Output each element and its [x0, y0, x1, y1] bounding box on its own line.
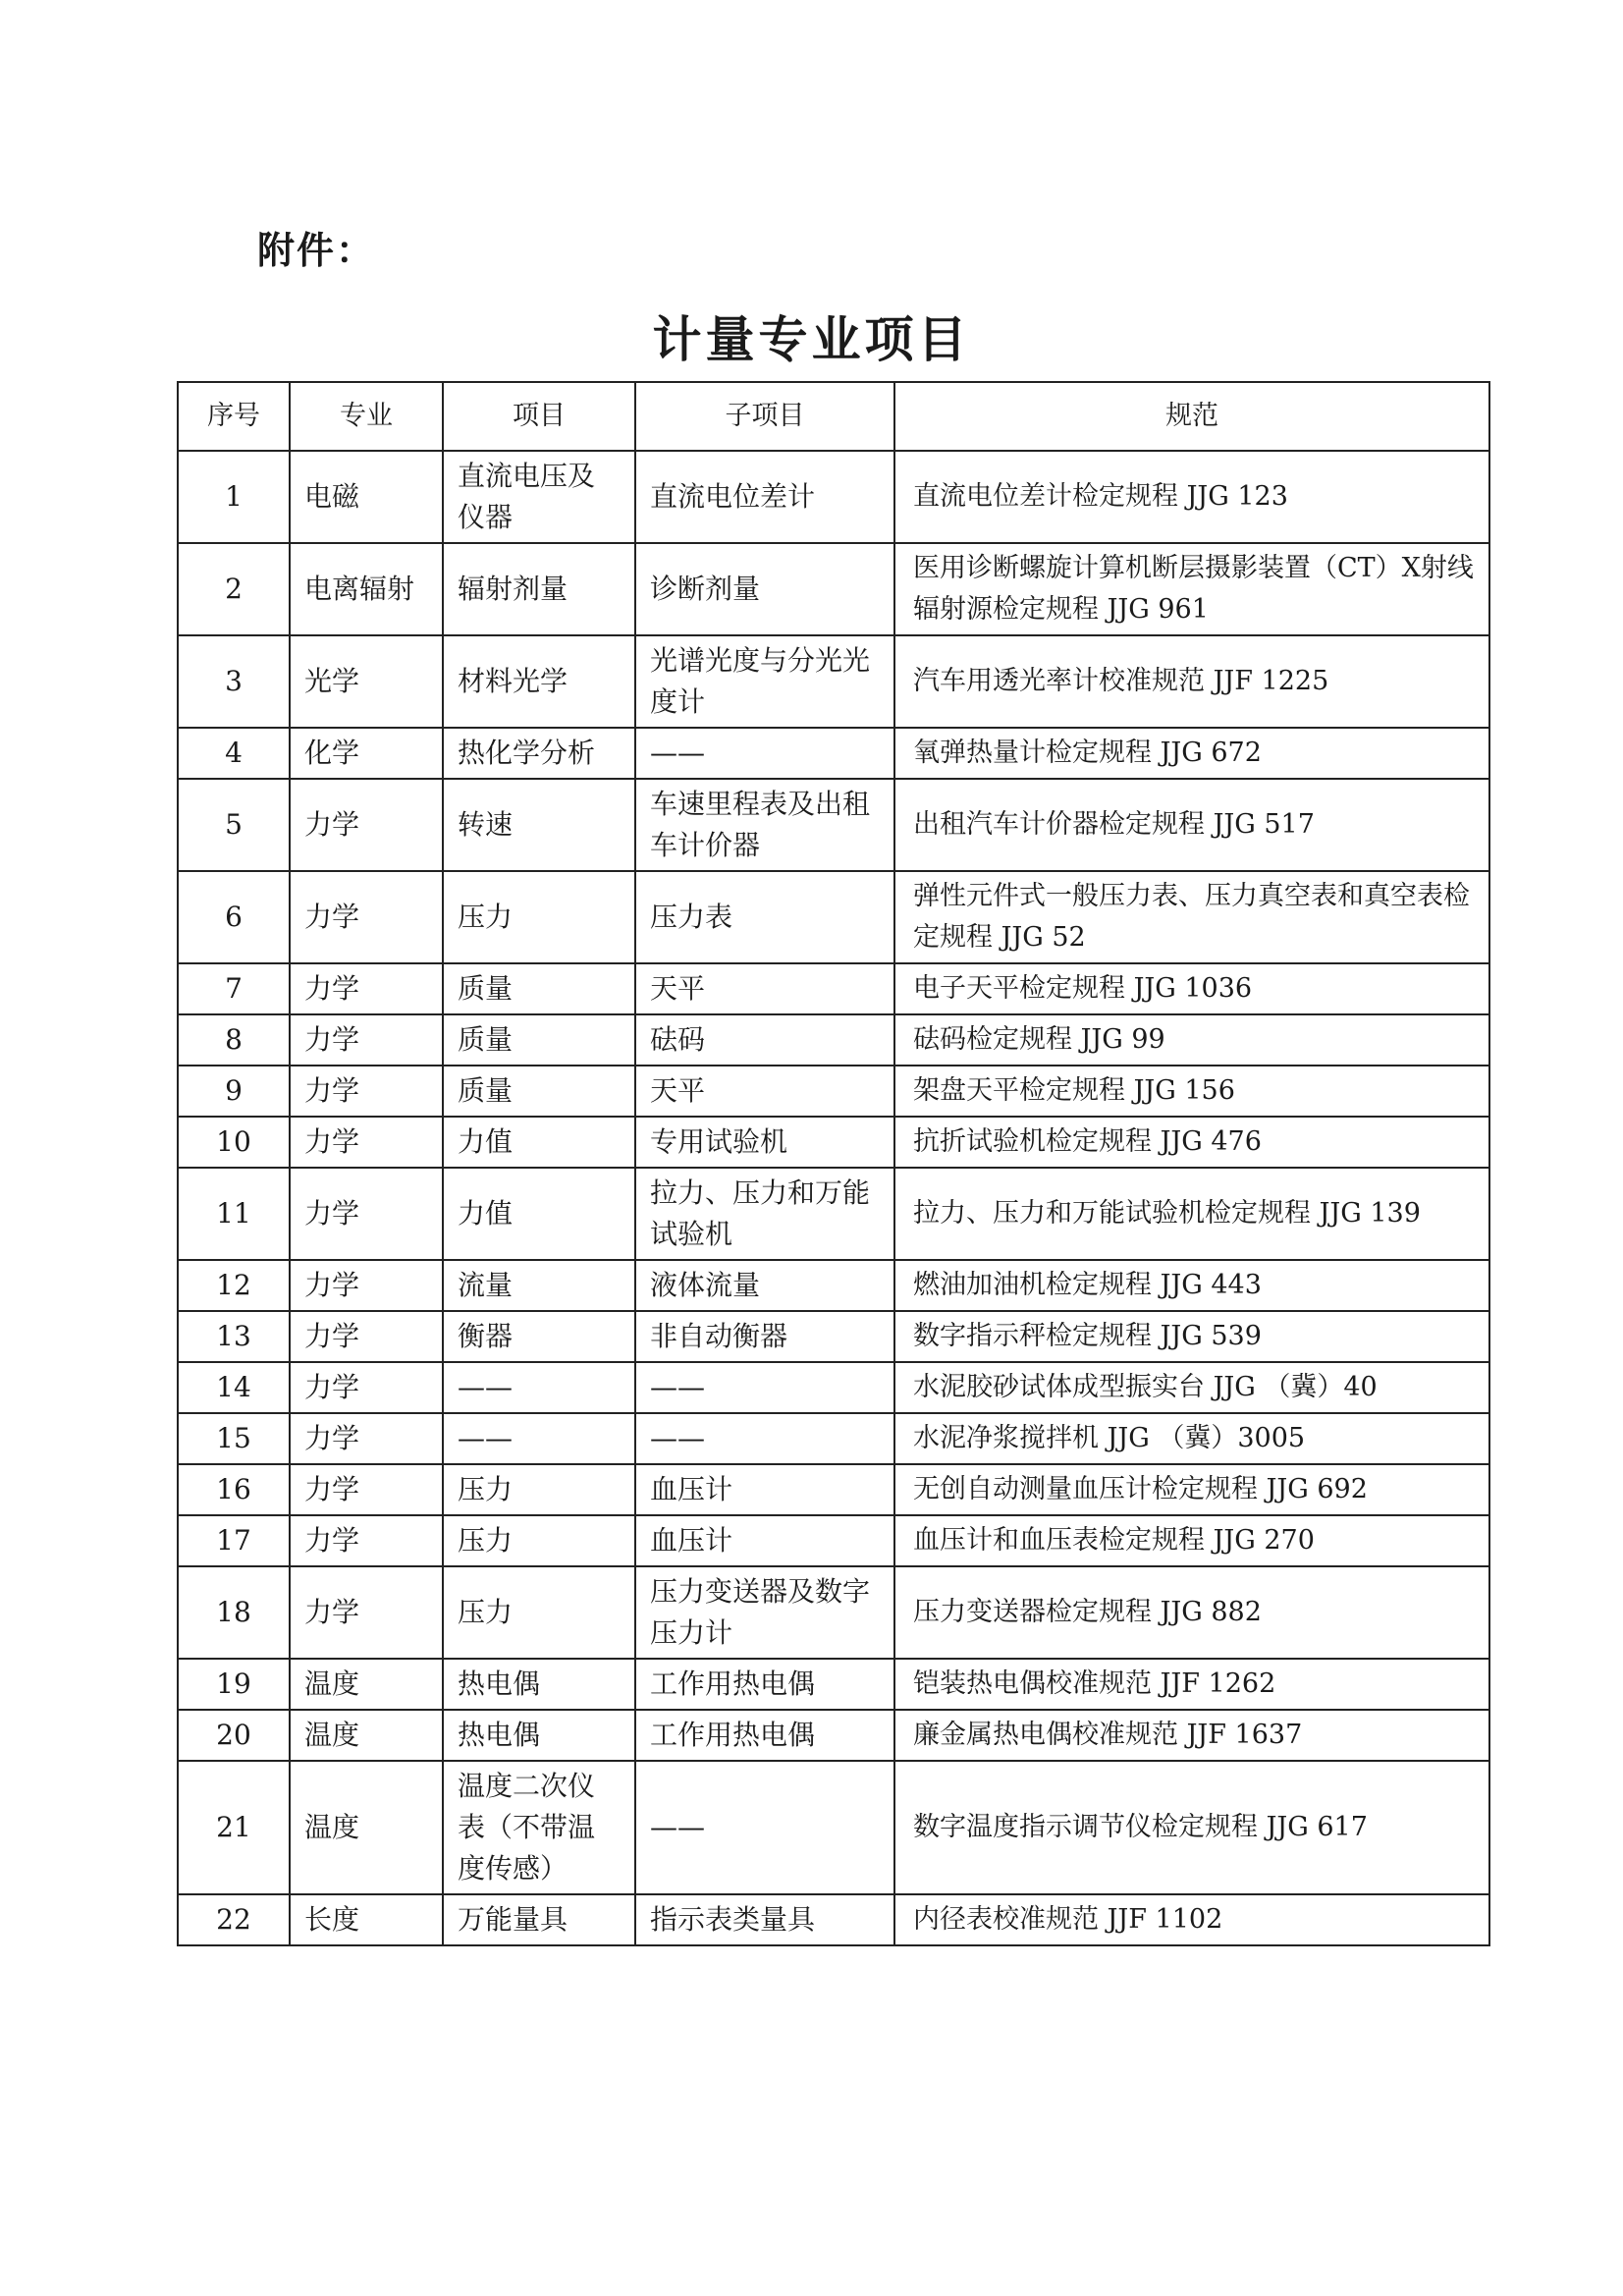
subitem-cell: 光谱光度与分光光度计	[635, 635, 894, 728]
subitem-cell: 液体流量	[635, 1260, 894, 1311]
major-cell: 电磁	[290, 451, 443, 543]
subitem-cell: 非自动衡器	[635, 1311, 894, 1362]
item-cell: 压力	[443, 871, 635, 963]
table-row	[178, 1515, 1489, 1566]
item-cell: 热电偶	[443, 1710, 635, 1761]
subitem-cell: 车速里程表及出租车计价器	[635, 779, 894, 871]
item-cell: 万能量具	[443, 1894, 635, 1945]
item-cell: 质量	[443, 1066, 635, 1117]
item-cell: 压力	[443, 1515, 635, 1566]
table-row	[178, 451, 1489, 543]
major-cell: 温度	[290, 1710, 443, 1761]
row-number: 2	[178, 543, 290, 635]
subitem-cell: 血压计	[635, 1515, 894, 1566]
spec-cell: 弹性元件式一般压力表、压力真空表和真空表检定规程 JJG 52	[894, 871, 1489, 963]
row-number: 6	[178, 871, 290, 963]
item-cell: 压力	[443, 1464, 635, 1515]
major-cell: 温度	[290, 1761, 443, 1894]
subitem-cell: 天平	[635, 963, 894, 1014]
major-cell: 力学	[290, 1066, 443, 1117]
major-cell: 温度	[290, 1659, 443, 1710]
table-row	[178, 543, 1489, 635]
spec-cell: 电子天平检定规程 JJG 1036	[894, 963, 1489, 1014]
row-number: 14	[178, 1362, 290, 1413]
item-cell: 力值	[443, 1117, 635, 1168]
major-cell: 光学	[290, 635, 443, 728]
major-cell: 力学	[290, 1566, 443, 1659]
subitem-cell: 压力表	[635, 871, 894, 963]
major-cell: 力学	[290, 963, 443, 1014]
table-row	[178, 779, 1489, 871]
table-row	[178, 728, 1489, 779]
major-cell: 力学	[290, 1168, 443, 1260]
row-number: 4	[178, 728, 290, 779]
header-major: 专业	[290, 382, 443, 451]
major-cell: 力学	[290, 1014, 443, 1066]
subitem-cell: 压力变送器及数字压力计	[635, 1566, 894, 1659]
spec-cell: 内径表校准规范 JJF 1102	[894, 1894, 1489, 1945]
table-body	[178, 451, 1489, 1945]
header-subitem: 子项目	[635, 382, 894, 451]
major-cell: 力学	[290, 1362, 443, 1413]
spec-cell: 氧弹热量计检定规程 JJG 672	[894, 728, 1489, 779]
subitem-cell: 天平	[635, 1066, 894, 1117]
row-number: 22	[178, 1894, 290, 1945]
document-title: 计量专业项目	[652, 311, 971, 368]
spec-cell: 数字温度指示调节仪检定规程 JJG 617	[894, 1761, 1489, 1894]
spec-cell: 血压计和血压表检定规程 JJG 270	[894, 1515, 1489, 1566]
table-row	[178, 1464, 1489, 1515]
row-number: 10	[178, 1117, 290, 1168]
item-cell: 质量	[443, 1014, 635, 1066]
table-row	[178, 1117, 1489, 1168]
metrology-items-table	[177, 381, 1490, 1946]
subitem-cell: 工作用热电偶	[635, 1659, 894, 1710]
item-cell: 流量	[443, 1260, 635, 1311]
item-cell: 热化学分析	[443, 728, 635, 779]
table-row	[178, 1761, 1489, 1894]
row-number: 20	[178, 1710, 290, 1761]
subitem-cell: ——	[635, 1761, 894, 1894]
row-number: 13	[178, 1311, 290, 1362]
table-row	[178, 1659, 1489, 1710]
subitem-cell: 直流电位差计	[635, 451, 894, 543]
major-cell: 力学	[290, 1413, 443, 1464]
row-number: 5	[178, 779, 290, 871]
spec-cell: 燃油加油机检定规程 JJG 443	[894, 1260, 1489, 1311]
major-cell: 化学	[290, 728, 443, 779]
major-cell: 力学	[290, 1311, 443, 1362]
item-cell: 衡器	[443, 1311, 635, 1362]
table-row	[178, 963, 1489, 1014]
table-row	[178, 1413, 1489, 1464]
major-cell: 力学	[290, 1464, 443, 1515]
spec-cell: 汽车用透光率计校准规范 JJF 1225	[894, 635, 1489, 728]
item-cell: 直流电压及仪器	[443, 451, 635, 543]
spec-cell: 医用诊断螺旋计算机断层摄影装置（CT）X射线辐射源检定规程 JJG 961	[894, 543, 1489, 635]
item-cell: 温度二次仪表（不带温度传感）	[443, 1761, 635, 1894]
spec-cell: 出租汽车计价器检定规程 JJG 517	[894, 779, 1489, 871]
table-row	[178, 635, 1489, 728]
table-row	[178, 1894, 1489, 1945]
subitem-cell: ——	[635, 1362, 894, 1413]
header-item: 项目	[443, 382, 635, 451]
row-number: 15	[178, 1413, 290, 1464]
table-row	[178, 1566, 1489, 1659]
subitem-cell: 指示表类量具	[635, 1894, 894, 1945]
subitem-cell: 拉力、压力和万能试验机	[635, 1168, 894, 1260]
row-number: 16	[178, 1464, 290, 1515]
major-cell: 力学	[290, 1260, 443, 1311]
spec-cell: 水泥胶砂试体成型振实台 JJG （冀）40	[894, 1362, 1489, 1413]
row-number: 11	[178, 1168, 290, 1260]
major-cell: 力学	[290, 1515, 443, 1566]
major-cell: 力学	[290, 1117, 443, 1168]
item-cell: 质量	[443, 963, 635, 1014]
item-cell: 力值	[443, 1168, 635, 1260]
row-number: 9	[178, 1066, 290, 1117]
row-number: 18	[178, 1566, 290, 1659]
row-number: 1	[178, 451, 290, 543]
spec-cell: 拉力、压力和万能试验机检定规程 JJG 139	[894, 1168, 1489, 1260]
row-number: 17	[178, 1515, 290, 1566]
table-row	[178, 1362, 1489, 1413]
spec-cell: 架盘天平检定规程 JJG 156	[894, 1066, 1489, 1117]
table-row	[178, 871, 1489, 963]
row-number: 12	[178, 1260, 290, 1311]
subitem-cell: 专用试验机	[635, 1117, 894, 1168]
table-row	[178, 1168, 1489, 1260]
subitem-cell: 砝码	[635, 1014, 894, 1066]
table-row	[178, 1710, 1489, 1761]
item-cell: ——	[443, 1413, 635, 1464]
spec-cell: 压力变送器检定规程 JJG 882	[894, 1566, 1489, 1659]
spec-cell: 直流电位差计检定规程 JJG 123	[894, 451, 1489, 543]
subitem-cell: ——	[635, 1413, 894, 1464]
subitem-cell: 工作用热电偶	[635, 1710, 894, 1761]
table-row	[178, 1260, 1489, 1311]
item-cell: 转速	[443, 779, 635, 871]
major-cell: 力学	[290, 779, 443, 871]
spec-cell: 廉金属热电偶校准规范 JJF 1637	[894, 1710, 1489, 1761]
item-cell: 压力	[443, 1566, 635, 1659]
table-row	[178, 1014, 1489, 1066]
row-number: 19	[178, 1659, 290, 1710]
spec-cell: 水泥净浆搅拌机 JJG （冀）3005	[894, 1413, 1489, 1464]
subitem-cell: 血压计	[635, 1464, 894, 1515]
row-number: 8	[178, 1014, 290, 1066]
item-cell: ——	[443, 1362, 635, 1413]
row-number: 3	[178, 635, 290, 728]
subitem-cell: ——	[635, 728, 894, 779]
item-cell: 辐射剂量	[443, 543, 635, 635]
row-number: 7	[178, 963, 290, 1014]
table-row	[178, 1066, 1489, 1117]
item-cell: 热电偶	[443, 1659, 635, 1710]
major-cell: 电离辐射	[290, 543, 443, 635]
major-cell: 力学	[290, 871, 443, 963]
spec-cell: 铠装热电偶校准规范 JJF 1262	[894, 1659, 1489, 1710]
row-number: 21	[178, 1761, 290, 1894]
table-header-row	[178, 382, 1489, 451]
spec-cell: 砝码检定规程 JJG 99	[894, 1014, 1489, 1066]
attachment-label: 附件：	[257, 229, 376, 272]
header-no: 序号	[178, 382, 290, 451]
major-cell: 长度	[290, 1894, 443, 1945]
spec-cell: 无创自动测量血压计检定规程 JJG 692	[894, 1464, 1489, 1515]
table-row	[178, 1311, 1489, 1362]
spec-cell: 抗折试验机检定规程 JJG 476	[894, 1117, 1489, 1168]
item-cell: 材料光学	[443, 635, 635, 728]
spec-cell: 数字指示秤检定规程 JJG 539	[894, 1311, 1489, 1362]
header-spec: 规范	[894, 382, 1489, 451]
subitem-cell: 诊断剂量	[635, 543, 894, 635]
